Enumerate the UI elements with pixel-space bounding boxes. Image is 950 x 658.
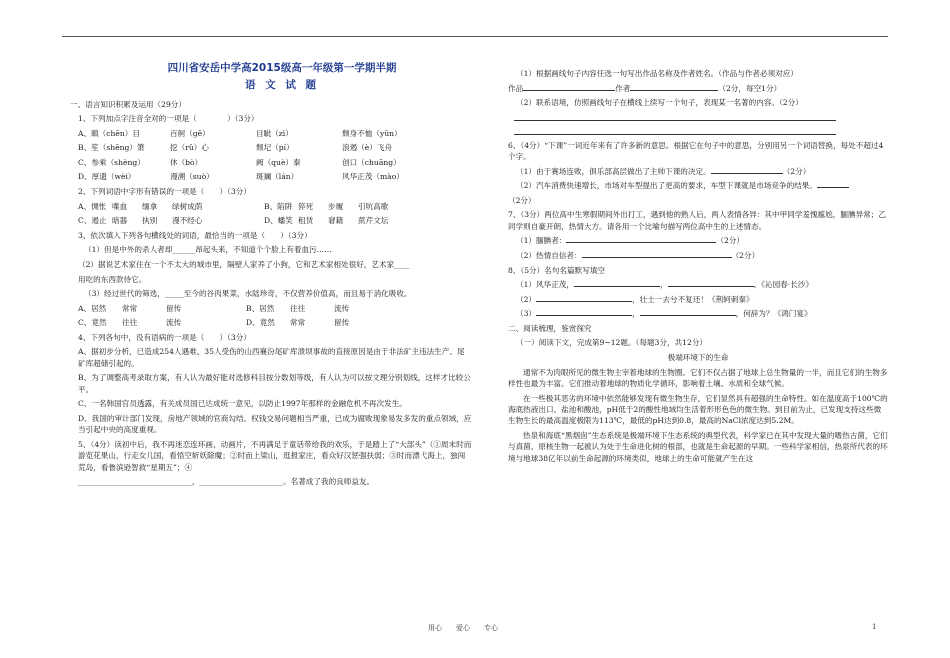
q7-stem: 7、（3分）两位高中生寒假期间外出打工，遇到他的熟人后，两人表情各异：其中甲同学羞愧尴尬，腼腆异常；乙同学则自豪开朗，热情大方。请各用一个比喻句描写两位高中生的上述情态。 <box>508 210 886 231</box>
q8-3: （3） ， ，何辞为？《鸿门宴》 <box>516 309 812 319</box>
q7-1: （1）腼腆者： （2分） <box>516 236 745 246</box>
exam-title <box>92 60 472 94</box>
right-column <box>508 68 888 467</box>
q3-sentence-1: （1）但是中外的杀人者却______昂起头来，不知道个个脸上有着血污…… <box>84 245 332 255</box>
q1-stem: 1、下列加点字注音全对的一项是（ ）（3分） <box>78 114 259 124</box>
q7-1-blank[interactable] <box>566 235 716 243</box>
q8-1-blank-b[interactable] <box>668 279 754 287</box>
q3-options-ab: A、居然 常常 留传 B、居然 往往 流传 <box>78 303 350 313</box>
q8-2-blank[interactable] <box>536 294 632 302</box>
article-title: 极端环境下的生命 <box>667 353 729 363</box>
q6-stem: 6、（4分）“下课”一词近年来有了许多新的意思。根据它在句子中的意思，分别用另一个词语替换，每处不超过4个字。 <box>508 140 884 162</box>
r2-answer-line-2[interactable] <box>514 126 836 135</box>
r2-answer-line-1[interactable] <box>514 112 836 121</box>
q8-2: （2） ，壮士一去兮不复还！《荆轲刺秦》 <box>516 294 754 304</box>
q8-1-blank-a[interactable] <box>574 279 660 287</box>
reading-instructions: （一）阅读下文，完成第9~12题。（每题3分，共12分） <box>516 338 708 348</box>
article-paragraph-2: 在一些极其恶劣的环境中依然能够发现有微生物生存，它们显然具有超强的生命特性。如在温度高于100℃的海底热液出口、盐池和酸池，pH低于2的酸性地域均生活着形形色色的微生物。到目前为止，已发现支持这些微生物生长的最高温度极限为113℃，最低的pH达到0.8，最高的NaCl浓度达到5.2M。 <box>508 393 888 426</box>
q8-1: （1）风华正茂， ， 。《沁园春·长沙》 <box>516 280 813 290</box>
r2-stem: （2）联系语境，仿照画线句子在横线上续写一个句子，表现某一名著的内容。（2分） <box>516 98 803 108</box>
q6-2-blank[interactable] <box>817 180 849 188</box>
q2-options-ab: A、惆怅 喋血 缅拿 绿树成荫 B、陷阱 猝死 步履 引吭高歌 <box>78 201 389 211</box>
q4-option-b: B、为了调整高考录取方案，有人认为最好能对选修科目按分数划等级，有人认为可以按文理分别划线，这样才比较公平。 <box>78 373 471 394</box>
q2-options-cd: C、遏止 暗器 执别 漫不经心 D、蟠笑 租赁 窘籍 蔗芹文坛 <box>78 216 389 226</box>
header-rule <box>62 36 888 37</box>
q8-stem: 8、（5分）名句名篇默写填空 <box>508 265 605 275</box>
q6-2-score: （2分） <box>508 195 536 205</box>
q1-options-c: C、参乘（shèng） 休（bò） 阙（què）秦 创口（chuāng） <box>78 157 401 167</box>
q4-option-c: C、一名韩国官员透露，有关成员国已达成统一意见，以防止1997年那样的金融危机不再次发生。 <box>78 399 407 409</box>
q6-1-blank[interactable] <box>711 166 783 174</box>
title-sub: 语 文 试 题 <box>245 78 319 91</box>
author-blank[interactable] <box>630 83 718 91</box>
q4-option-d: D、我国的审计部门发现，房地产领域的官商勾结、权钱交易问题相当严重，已成为腐败现象易发多发的重点领域，应当引起中央的高度重视。 <box>78 413 472 435</box>
q4-option-a: A、据初步分析，已造成254人遇难、35人受伤的山西襄汾尾矿库溃坝事故的直接原因是由于非法矿主违法生产、尾矿库超储引起的。 <box>78 347 465 368</box>
section-1: 一、语言知识积累及运用（29分） <box>70 99 186 109</box>
q3-sentence-2: （2）据说艺术家住在一个不太大的城市里，隔壁人家养了小狗，它和艺术家相处很好，艺术家____ <box>78 259 410 269</box>
work-blank[interactable] <box>523 83 615 91</box>
q2-stem: 2、下列词语中字形有错误的一项是（ ）（3分） <box>78 187 251 197</box>
q3-sentence-2-cont: 用吃的东西款待它。 <box>78 274 147 284</box>
q1-options-b: B、笙（shēng）箫 挖（rǔ）心 颓圮（pí） 浪遏（è）飞舟 <box>78 143 393 153</box>
footer-motto: 用心 爱心 专心 <box>428 624 498 632</box>
q3-stem: 3、依次填入下列各句横线处的词语，最恰当的一项是（ ）（3分） <box>78 230 312 240</box>
q1-options-a: A、瞋（chēn）目 百舸（gē） 目眦（zì） 颓身不恤（yūn） <box>78 128 402 138</box>
q7-2: （2）热情自信者： （2分） <box>516 250 760 260</box>
r1-answer: 作品 作者 （2分，每空1分） <box>508 83 782 93</box>
q5-stem: 5、（4分）读初中后，我不再迷恋连环画、动画片，不再满足于童话带给我的欢乐，于是踏上了“大部头”（①周末时而游览花果山，行走女儿国，看悟空斩妖除魔；②时而上梁山，逛报家庄，看众好汉惩强扶弱；③时而漂弋海上，独闯荒岛，看鲁滨逊智救“星期五”；④ <box>78 439 472 472</box>
q5-answer-line: ______________________________，______________________。名著成了我的良师益友。 <box>78 477 375 487</box>
article-paragraph-3: 热泉和海底“黑烟囱”生态系统是极端环境下生态系统的典型代表，科学家已在其中发现大量的嗜热古菌，它们与真菌、原核生物一起被认为处于生命进化树的根部，也就是生命起源的早期。一些科学家相信，热泉所代表的环境与地球38亿年以前生命起源的环境类似，地球上的生命可能就产生在这 <box>508 430 888 463</box>
q8-3-blank-b[interactable] <box>640 308 736 316</box>
left-column <box>70 60 472 491</box>
q1-options-d: D、厚遗（wèi） 漫溯（suò） 斑斓（lán） 风华正茂（mào） <box>78 172 404 182</box>
q7-2-blank[interactable] <box>582 250 732 258</box>
title-main: 四川省安岳中学高2015级高一年级第一学期半期 <box>167 62 397 74</box>
article-paragraph-1: 通常不为肉眼所见的微生物主宰着地球的生物圈。它们不仅占据了地球上总生物量的一半，而且它们的生物多样性也最为丰富。它们推动着地球的物质化学循环，影响着土壤、水质和全球气候。 <box>508 367 888 388</box>
page-number: 1 <box>872 623 877 631</box>
r1-stem: （1）根据画线句子内容任选一句写出作品名称及作者姓名。（作品与作者必须对应） <box>516 69 798 78</box>
q6-1: （1）由于赛场连败，俱乐部高层做出了主帅下课的决定。 （2分） <box>516 166 811 176</box>
q8-3-blank-a[interactable] <box>536 308 632 316</box>
q4-stem: 4、下列各句中，没有语病的一项是（ ）（3分） <box>78 332 251 342</box>
section-2: 二、阅读梳理，鉴赏探究 <box>508 323 592 333</box>
q3-sentence-3: （3）经过世代的筛选，_____至今的谷肉果菜，水陆珍奇，不仅营养价值高，而且易于消化吸收。 <box>84 289 412 299</box>
q6-2: （2）汽车消费快速增长，市场对车型提出了更高的要求，车型下课就是市场竞争的结果。 <box>508 180 888 191</box>
q3-options-cd: C、竟然 往往 流传 D、竟然 常常 留传 <box>78 318 350 328</box>
